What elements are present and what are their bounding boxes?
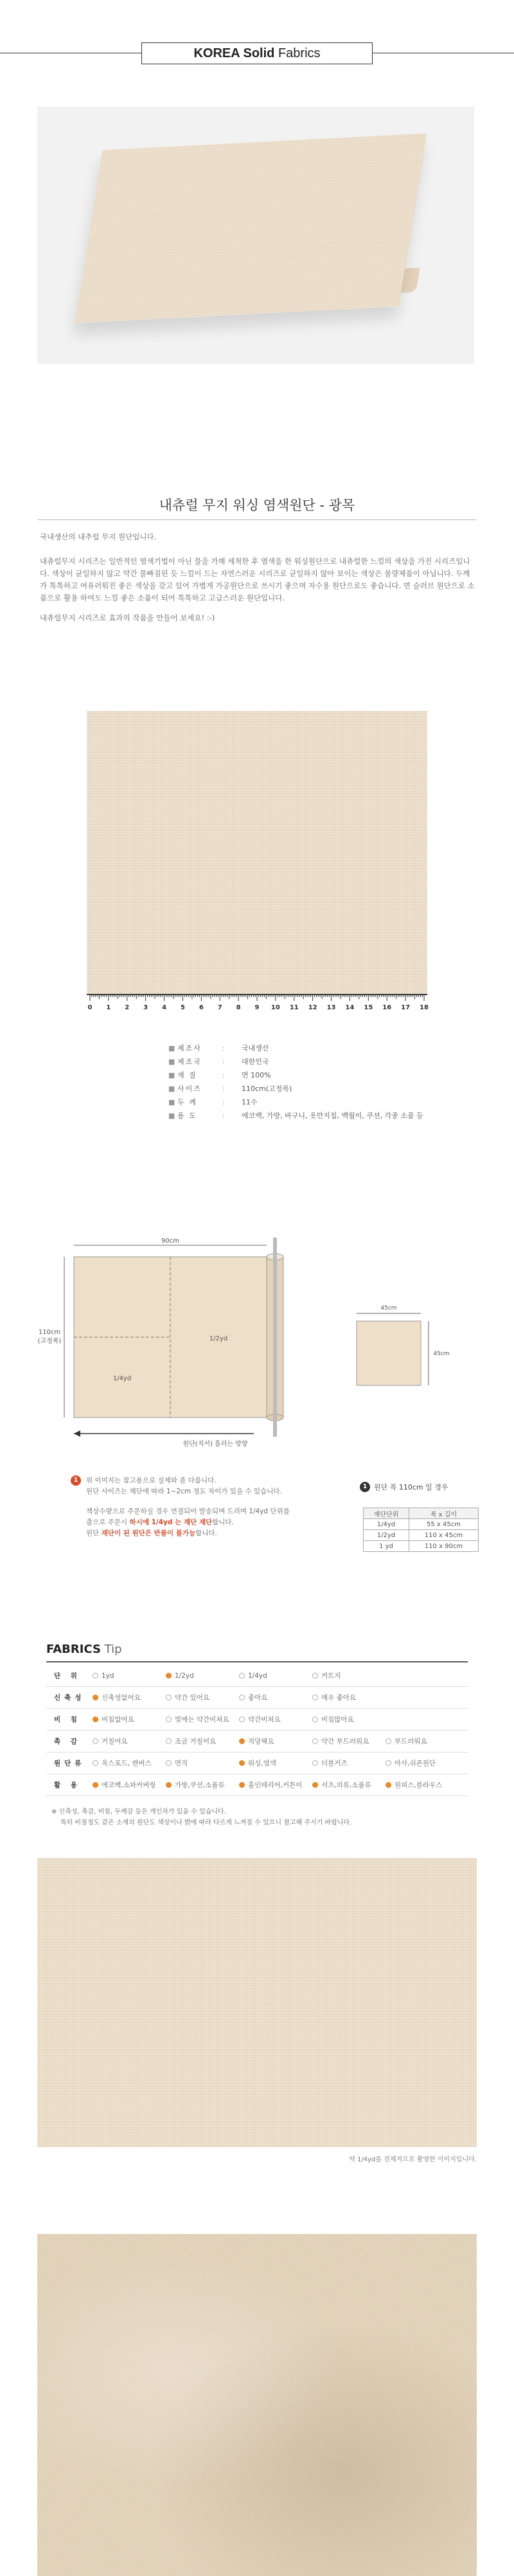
tip-option-label: 셔츠,의류,소품류 bbox=[321, 1781, 371, 1789]
tip-option bbox=[93, 1672, 166, 1680]
note-1-marker: 1 bbox=[71, 1475, 81, 1486]
product-title: 내츄럴 무지 워싱 염색원단 - 광목 bbox=[159, 498, 355, 513]
tip-option bbox=[93, 1715, 166, 1724]
cell-size: 55 x 45cm bbox=[409, 1519, 478, 1530]
tip-option-label: 커트지 bbox=[321, 1672, 341, 1680]
empty-dot-icon bbox=[239, 1695, 245, 1700]
tip-option-label: 약간 있어요 bbox=[175, 1694, 210, 1702]
empty-dot-icon bbox=[239, 1716, 245, 1722]
tip-option bbox=[239, 1758, 312, 1768]
ruler-number: 1 bbox=[106, 1004, 111, 1011]
tip-footnote-2: 특히 비침정도 같은 소재의 원단도 색상이나 밝에 따라 다르게 느껴질 수 있으니 참고해 주시기 바랍니다. bbox=[60, 1819, 352, 1826]
spec-row: ■ 재 질 : 면 100% bbox=[168, 1068, 438, 1082]
tip-option bbox=[239, 1736, 312, 1746]
tip-option-label: 1/4yd bbox=[248, 1671, 267, 1680]
height-label: 110cm bbox=[38, 1329, 61, 1336]
col-header-size: 폭 x 길이 bbox=[409, 1508, 478, 1519]
brand-bold: KOREA Solid bbox=[193, 46, 275, 60]
small-height-label: 45cm bbox=[433, 1351, 450, 1357]
tip-option-label: 1yd bbox=[102, 1671, 114, 1680]
tip-row-label: 촉 감 bbox=[54, 1738, 81, 1745]
tip-option bbox=[166, 1715, 239, 1724]
spec-value: 11수 bbox=[242, 1098, 258, 1106]
tip-row bbox=[46, 1752, 468, 1774]
fabrics-tip-table bbox=[46, 1665, 468, 1796]
empty-dot-icon bbox=[312, 1716, 318, 1722]
tip-option-label: 비침많아요 bbox=[321, 1716, 354, 1724]
empty-dot-icon bbox=[386, 1738, 391, 1744]
tip-option bbox=[166, 1780, 239, 1790]
tip-option-label: 워싱,염색 bbox=[248, 1760, 276, 1767]
selected-dot-icon bbox=[312, 1782, 318, 1788]
ruler-number: 3 bbox=[143, 1004, 148, 1011]
selected-dot-icon bbox=[239, 1782, 245, 1788]
tip-option-label: 매우 좋아요 bbox=[321, 1694, 357, 1702]
intro-paragraph: 내츄럴무지 시리즈는 일반적인 염색기법이 아닌 물을 가해 세척한 후 염색을 한 워싱원단으로 내츄럴한 느낌의 색상을 가진 시리즈입니다. 색상이 균일하지 않고 약간 물빠짐된 듯 느낌이 드는 자연스러운 시리즈로 균일하지 않아 보이는 색상은 불량제품이 아닙니다. 두께가 톡톡하고 여유러워진 좋은 색상을 갖고 있어 가볍게 가공원단으로 쓰시기 좋으며 자수용 원단으로도 좋습니다. 면 슬러브 원단으로 소품으로 활용 하여도 느낌 좋은 소품이 되어 톡톡하고 고급스러운 원단입니다. bbox=[40, 557, 475, 602]
tip-option-label: 비침없어요 bbox=[102, 1716, 134, 1724]
width-label: 90cm bbox=[161, 1238, 179, 1245]
ruler-number: 10 bbox=[270, 1004, 280, 1011]
spec-key: 제조국 bbox=[177, 1058, 202, 1066]
empty-dot-icon bbox=[312, 1695, 318, 1700]
empty-dot-icon bbox=[93, 1673, 98, 1679]
cell-size: 110 x 90cm bbox=[409, 1541, 478, 1552]
tip-option-label: 원피스,블라우스 bbox=[394, 1781, 443, 1789]
tip-option-label: 아사,쉬폰원단 bbox=[394, 1760, 436, 1767]
empty-dot-icon bbox=[93, 1738, 98, 1744]
tip-row bbox=[46, 1665, 468, 1687]
note-2-tail: 합니다. bbox=[212, 1518, 234, 1526]
tip-title-bold: FABRICS bbox=[46, 1643, 101, 1656]
tip-option-label: 약간비쳐요 bbox=[248, 1716, 281, 1724]
tip-option bbox=[312, 1693, 386, 1702]
spec-row: ■ 제조국 : 대한민국 bbox=[168, 1055, 438, 1068]
tip-row-label: 원단류 bbox=[54, 1760, 85, 1767]
cell-size: 110 x 45cm bbox=[409, 1530, 478, 1541]
spec-value: 에코백, 가방, 바구니, 옷만지칩, 백월이, 쿠션, 각종 소품 등 bbox=[242, 1112, 423, 1120]
spec-value: 국내생산 bbox=[242, 1044, 269, 1052]
table-row bbox=[364, 1541, 479, 1552]
tip-row-label: 활 용 bbox=[54, 1781, 81, 1789]
selected-dot-icon bbox=[239, 1760, 245, 1766]
note-2-line-2: 출으로 주문시 bbox=[86, 1518, 130, 1526]
note-3-emphasis: 재단이 된 원단은 반품이 불가능 bbox=[101, 1529, 196, 1537]
selected-dot-icon bbox=[93, 1695, 98, 1700]
tip-option-label: 옥스포드, 캔버스 bbox=[102, 1760, 152, 1767]
tip-option-label: 조금 거칠어요 bbox=[175, 1738, 217, 1745]
width-note bbox=[360, 1482, 448, 1492]
quarter-yd-label: 1/4yd bbox=[112, 1375, 132, 1382]
photo-caption: 약 1/4yd를 전체적으로 촬영한 이미지입니다. bbox=[349, 2156, 477, 2163]
small-width-label: 45cm bbox=[380, 1305, 397, 1311]
tip-option bbox=[239, 1780, 312, 1790]
selected-dot-icon bbox=[166, 1782, 172, 1788]
ruler-number: 6 bbox=[199, 1004, 204, 1011]
tip-row bbox=[46, 1709, 468, 1731]
small-swatch bbox=[357, 1321, 421, 1385]
ruler-number: 8 bbox=[236, 1004, 241, 1011]
spec-row: ■ 제조사 : 국내생산 bbox=[168, 1041, 438, 1055]
empty-dot-icon bbox=[166, 1738, 172, 1744]
tip-option bbox=[166, 1672, 239, 1680]
selected-dot-icon bbox=[239, 1738, 245, 1744]
tip-option bbox=[239, 1715, 312, 1724]
note-3-pre: 원단 bbox=[86, 1529, 102, 1537]
ruler-number: 5 bbox=[180, 1004, 185, 1011]
tip-option-label: 가방,쿠션,소품류 bbox=[175, 1781, 225, 1789]
spec-key: 사이즈 bbox=[177, 1085, 202, 1093]
cell-unit: 1/2yd bbox=[364, 1530, 409, 1541]
tip-option bbox=[386, 1736, 459, 1746]
title-divider bbox=[37, 519, 477, 520]
spec-key: 제조사 bbox=[177, 1044, 202, 1052]
tip-option bbox=[239, 1693, 312, 1702]
ruler-number: 11 bbox=[289, 1004, 299, 1011]
tip-option bbox=[93, 1736, 166, 1746]
note-1 bbox=[86, 1475, 282, 1497]
cut-size-table bbox=[363, 1508, 479, 1552]
selected-dot-icon bbox=[93, 1716, 98, 1722]
brand-header bbox=[141, 42, 373, 64]
cut-size-diagram bbox=[35, 1238, 498, 1463]
spec-key: 재 질 bbox=[177, 1071, 197, 1079]
ruler-number: 14 bbox=[345, 1004, 355, 1011]
note-2 bbox=[71, 1506, 353, 1539]
tip-option bbox=[312, 1671, 386, 1680]
intro-closing: 내츄럴무지 시리즈로 효과의 작품을 만들어 보세요! :-) bbox=[40, 613, 215, 622]
empty-dot-icon bbox=[239, 1673, 245, 1679]
ruler-ticks bbox=[88, 995, 429, 1011]
fabric-closeup-photo bbox=[37, 1858, 477, 2147]
ruler-number: 2 bbox=[125, 1004, 130, 1011]
ruler-number: 12 bbox=[308, 1004, 317, 1011]
spec-value: 면 100% bbox=[242, 1071, 271, 1079]
tip-option bbox=[166, 1736, 239, 1746]
folded-fabric bbox=[75, 133, 427, 323]
tip-option-label: 약간 부드러워요 bbox=[321, 1738, 369, 1745]
tip-option-label: 면직 bbox=[175, 1760, 188, 1767]
tip-row bbox=[46, 1731, 468, 1752]
tip-option-label: 부드러워요 bbox=[394, 1738, 427, 1745]
tip-option-label: 좋아요 bbox=[248, 1694, 268, 1702]
fabric-texture-photo bbox=[37, 2234, 477, 2576]
tip-row-label: 신축성 bbox=[54, 1694, 85, 1702]
tip-title-rest: Tip bbox=[104, 1643, 122, 1656]
note-1-line-2: 원단 사이즈는 재단에 따라 1~2cm 정도 차이가 있을 수 있습니다. bbox=[86, 1488, 282, 1495]
cell-unit: 1 yd bbox=[364, 1541, 409, 1552]
note-2-line-1: 책상수량으로 주문하실 경우 연결되어 발송되며 드리며 1/4yd 단위를 bbox=[86, 1508, 290, 1515]
ruler-number: 7 bbox=[217, 1004, 222, 1011]
spec-row: ■ 두 께 : 11수 bbox=[168, 1095, 438, 1109]
tip-footnote-1: ※ 신축성, 촉감, 비침, 두께감 등은 개인차가 있을 수 있습니다. bbox=[51, 1808, 226, 1815]
empty-dot-icon bbox=[312, 1738, 318, 1744]
note-2-emphasis: 하시에 1/4yd 는 재단 재단 bbox=[129, 1518, 213, 1526]
tip-option-label: 에코백,소파커버링 bbox=[102, 1781, 156, 1789]
ruler-number: 9 bbox=[254, 1004, 260, 1011]
ruler-number: 17 bbox=[401, 1004, 411, 1011]
ruler-number: 16 bbox=[382, 1004, 392, 1011]
ruler-number: 18 bbox=[420, 1004, 429, 1011]
ruler-number: 0 bbox=[87, 1004, 93, 1011]
ruler bbox=[87, 994, 427, 1013]
tip-option bbox=[312, 1758, 386, 1768]
empty-dot-icon bbox=[312, 1760, 318, 1766]
spec-row: ■ 사이즈 : 110cm(고정폭) bbox=[168, 1082, 438, 1095]
spec-row: ■ 용 도 : 에코백, 가방, 바구니, 옷만지칩, 백월이, 쿠션, 각종 소품 등 bbox=[168, 1109, 438, 1122]
empty-dot-icon bbox=[93, 1760, 98, 1766]
empty-dot-icon bbox=[166, 1760, 172, 1766]
tip-option-label: 신축성없어요 bbox=[102, 1694, 141, 1702]
empty-dot-icon bbox=[166, 1695, 172, 1700]
tip-option-label: 적당해요 bbox=[248, 1738, 274, 1745]
spec-key: 두 께 bbox=[177, 1098, 197, 1106]
tip-option bbox=[93, 1780, 166, 1790]
height-sublabel: (고정폭) bbox=[37, 1338, 62, 1345]
tip-option bbox=[93, 1758, 166, 1768]
spec-key: 용 도 bbox=[177, 1112, 197, 1120]
spec-value: 110cm(고정폭) bbox=[242, 1085, 292, 1093]
tip-option bbox=[93, 1693, 166, 1702]
tip-option bbox=[312, 1736, 386, 1746]
empty-dot-icon bbox=[312, 1673, 318, 1679]
tip-option bbox=[166, 1758, 239, 1768]
ruler-number: 13 bbox=[326, 1004, 336, 1011]
selected-dot-icon bbox=[166, 1673, 172, 1679]
tip-option-label: 1/2yd bbox=[175, 1671, 194, 1680]
note-3-post: 합니다. bbox=[195, 1529, 217, 1537]
selected-dot-icon bbox=[386, 1782, 391, 1788]
spec-value: 대한민국 bbox=[242, 1058, 269, 1066]
selected-dot-icon bbox=[93, 1782, 98, 1788]
tip-row bbox=[46, 1774, 468, 1796]
fabric-swatch bbox=[87, 711, 427, 994]
tip-option bbox=[166, 1693, 239, 1702]
half-yd-label: 1/2yd bbox=[209, 1335, 228, 1342]
tip-row bbox=[46, 1687, 468, 1709]
width-note-title: 원단 폭 110cm 일 경우 bbox=[374, 1483, 448, 1491]
notes-block bbox=[71, 1475, 353, 1539]
tip-option-label: 더블거즈 bbox=[321, 1760, 348, 1767]
roll-core bbox=[273, 1238, 277, 1437]
empty-dot-icon bbox=[386, 1760, 391, 1766]
spec-list bbox=[168, 1041, 438, 1122]
table-row bbox=[364, 1530, 479, 1541]
fabrics-tip-title bbox=[46, 1643, 122, 1656]
tip-option bbox=[312, 1715, 386, 1724]
ruler-number: 4 bbox=[162, 1004, 167, 1011]
tip-rule bbox=[46, 1661, 468, 1662]
tip-option-label: 빛에는 약간비쳐요 bbox=[175, 1716, 229, 1724]
direction-label: 원단(직서) 흘러는 방향 bbox=[182, 1441, 248, 1448]
tip-option bbox=[312, 1780, 386, 1790]
table-row bbox=[364, 1519, 479, 1530]
tip-option bbox=[386, 1780, 459, 1790]
intro-line-1: 국내생산의 내추럴 무지 원단입니다. bbox=[40, 532, 157, 541]
tip-option bbox=[239, 1672, 312, 1680]
tip-option bbox=[386, 1758, 459, 1768]
width-note-marker: 1 bbox=[360, 1482, 370, 1492]
empty-dot-icon bbox=[166, 1716, 172, 1722]
tip-option-label: 거칠어요 bbox=[102, 1738, 128, 1745]
tip-option-label: 홈인테리어,커튼이 bbox=[248, 1781, 303, 1789]
brand-rest: Fabrics bbox=[278, 46, 321, 60]
col-header-unit: 재단단위 bbox=[364, 1508, 409, 1519]
ruler-number: 15 bbox=[364, 1004, 373, 1011]
tip-row-label: 단 위 bbox=[54, 1672, 81, 1680]
tip-footnote bbox=[51, 1806, 463, 1828]
cell-unit: 1/4yd bbox=[364, 1519, 409, 1530]
tip-row-label: 비 침 bbox=[54, 1716, 81, 1724]
note-1-line-1: 위 이미지는 참고용으로 실제와 좀 다릅니다. bbox=[86, 1477, 217, 1484]
